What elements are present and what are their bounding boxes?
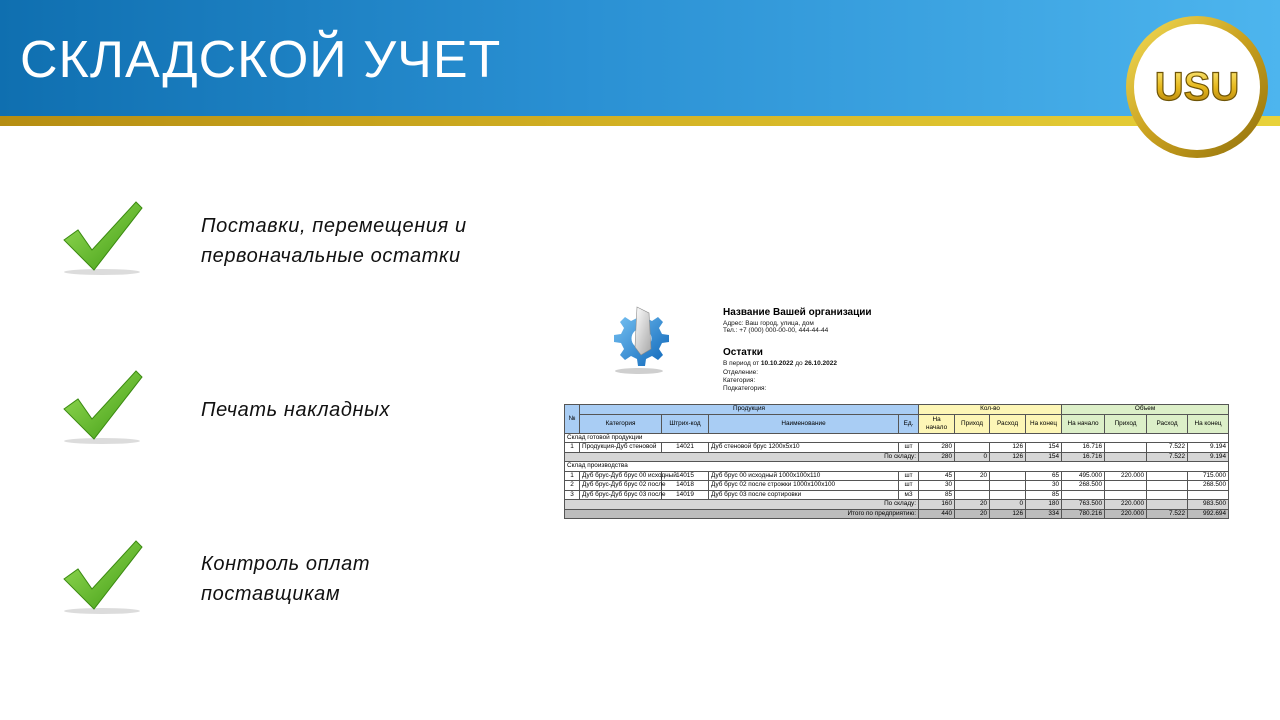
gear-logo-icon xyxy=(607,303,669,375)
org-address: Адрес: Ваш город, улица, дом xyxy=(723,320,814,327)
col-num: № xyxy=(565,405,580,434)
col-qty-start: На начало xyxy=(919,414,955,433)
page-title: СКЛАДСКОЙ УЧЕТ xyxy=(20,31,502,89)
col-vol-end: На конец xyxy=(1188,414,1229,433)
col-category: Категория xyxy=(580,414,662,433)
report-subcategory: Подкатегория: xyxy=(723,385,767,392)
org-name: Название Вашей организации xyxy=(723,307,872,318)
col-qty-end: На конец xyxy=(1026,414,1062,433)
col-group-qty: Кол-во xyxy=(919,405,1062,415)
group-row: Склад производства xyxy=(565,462,1229,472)
col-vol-start: На начало xyxy=(1062,414,1105,433)
report-preview xyxy=(563,300,1228,530)
col-group-products: Продукция xyxy=(580,405,919,415)
report-title: Остатки xyxy=(723,347,763,358)
table-row: 3 Дуб брус-Дуб брус 03 после 14019 Дуб брус 03 после сортировки м3 85 85 xyxy=(565,490,1229,500)
report-period: В период от 10.10.2022 до 26.10.2022 xyxy=(723,360,837,367)
header-gold-band xyxy=(0,116,1280,126)
subtotal-row: По складу: 160 20 0 180 763.500 220.000 983.500 xyxy=(565,500,1229,510)
report-category: Категория: xyxy=(723,377,756,384)
bullet-text-1: Поставки, перемещения и первоначальные остатки xyxy=(201,215,467,267)
bullet-text-2: Печать накладных xyxy=(201,399,391,421)
checkmark-icon xyxy=(58,367,148,447)
col-name: Наименование xyxy=(709,414,899,433)
table-subheader-row xyxy=(565,414,1229,433)
org-phone: Тел.: +7 (000) 000-00-00, 444-44-44 xyxy=(723,327,829,334)
col-barcode: Штрих-код xyxy=(662,414,709,433)
table-header-row xyxy=(565,405,1229,415)
usu-logo xyxy=(1124,14,1270,160)
checkmark-icon xyxy=(58,537,148,617)
grand-total-row: Итого по предприятию: 440 20 126 334 780.216 220.000 7.522 992.694 xyxy=(565,509,1229,519)
group-row: Склад готовой продукции xyxy=(565,433,1229,443)
bullet-text-3: Контроль оплат поставщикам xyxy=(201,553,371,605)
col-vol-income: Приход xyxy=(1105,414,1147,433)
col-vol-expense: Расход xyxy=(1147,414,1188,433)
col-unit: Ед. xyxy=(899,414,919,433)
subtotal-row: По складу: 280 0 126 154 16.716 7.522 9.194 xyxy=(565,452,1229,462)
checkmark-icon xyxy=(58,198,148,278)
stock-table xyxy=(564,404,1229,519)
table-row: 1 Продукция-Дуб стеновой 14021 Дуб стеновой брус 1200х5х10 шт 280 126 154 16.716 7.522 9.194 xyxy=(565,443,1229,453)
report-department: Отделение: xyxy=(723,369,759,376)
col-qty-expense: Расход xyxy=(990,414,1026,433)
table-row: 2 Дуб брус-Дуб брус 02 после 14018 Дуб брус 02 после строжки 1000х100х100 шт 30 30 268.500 268.500 xyxy=(565,481,1229,491)
col-group-volume: Объем xyxy=(1062,405,1229,415)
table-row: 1 Дуб брус-Дуб брус 00 исходный 14015 Дуб брус 00 исходный 1000х100х110 шт 45 20 65 495.000 220.000 715.000 xyxy=(565,471,1229,481)
col-qty-income: Приход xyxy=(955,414,990,433)
logo-text: USU xyxy=(1154,65,1240,109)
